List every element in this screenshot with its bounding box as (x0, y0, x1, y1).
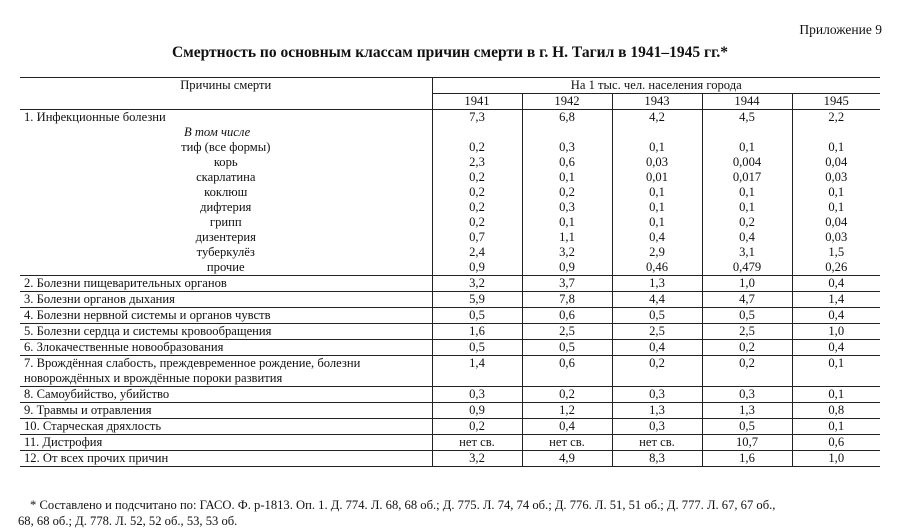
table-row (20, 125, 880, 140)
rate-cell: 0,1 (702, 140, 792, 155)
rate-cell: 3,2 (432, 451, 522, 467)
cause-label (20, 356, 432, 387)
subcause-label: прочие (206, 260, 245, 274)
source-footnote-continued: 68, 68 об.; Д. 778. Л. 52, 52 об., 53, 53 об. (18, 514, 238, 528)
rate-cell: 2,5 (612, 324, 702, 340)
rate-cell: 0,4 (612, 340, 702, 356)
rate-cell: 3,7 (522, 276, 612, 292)
subcause-label: дифтерия (200, 200, 252, 214)
rate-cell: 0,4 (522, 419, 612, 435)
rate-cell: 10,7 (702, 435, 792, 451)
rate-cell: 0,5 (522, 340, 612, 356)
rate-cell: 2,4 (432, 245, 522, 260)
table-row (20, 230, 880, 245)
rate-cell: 0,2 (702, 356, 792, 387)
table-row (20, 185, 880, 200)
cause-label (20, 170, 432, 185)
rate-cell: 0,9 (522, 260, 612, 276)
rate-cell: 0,1 (792, 140, 880, 155)
rate-cell: 0,6 (522, 308, 612, 324)
rate-cell: 2,9 (612, 245, 702, 260)
rate-cell: 0,4 (612, 230, 702, 245)
year-header: 1944 (702, 94, 792, 110)
rate-cell: 0,4 (792, 340, 880, 356)
rate-cell: 2,5 (702, 324, 792, 340)
rate-cell: 0,3 (612, 419, 702, 435)
rate-cell: 4,7 (702, 292, 792, 308)
rate-cell: 0,3 (522, 140, 612, 155)
rate-cell: 0,5 (702, 419, 792, 435)
rate-cell: 1,3 (702, 403, 792, 419)
cause-label (20, 140, 432, 155)
rate-cell: 0,1 (702, 200, 792, 215)
table-row (20, 260, 880, 276)
rate-cell: 0,6 (792, 435, 880, 451)
rate-cell: 1,5 (792, 245, 880, 260)
rate-cell: 0,1 (792, 387, 880, 403)
rate-cell: 0,004 (702, 155, 792, 170)
cause-label (20, 110, 432, 126)
rate-cell: нет св. (522, 435, 612, 451)
rate-cell: 3,1 (702, 245, 792, 260)
rate-cell: 3,2 (522, 245, 612, 260)
subcause-label: грипп (209, 215, 242, 229)
rate-cell: 0,1 (522, 215, 612, 230)
rate-cell: 0,6 (522, 356, 612, 387)
cause-text: 6. Злокачественные новообразования (24, 340, 224, 354)
rate-cell: 1,3 (612, 276, 702, 292)
cause-label (20, 276, 432, 292)
rate-cell: 1,1 (522, 230, 612, 245)
cause-label (20, 215, 432, 230)
rate-cell: 1,6 (432, 324, 522, 340)
rate-cell: 1,0 (702, 276, 792, 292)
rate-cell: 0,1 (792, 185, 880, 200)
table-row (20, 387, 880, 403)
cause-label (20, 200, 432, 215)
table-row (20, 155, 880, 170)
cause-text: 10. Старческая дряхлость (24, 419, 162, 433)
rate-cell: 4,5 (702, 110, 792, 126)
rate-cell: 0,2 (432, 170, 522, 185)
year-header: 1945 (792, 94, 880, 110)
rate-cell (522, 125, 612, 140)
rate-cell: 0,8 (792, 403, 880, 419)
table-row (20, 324, 880, 340)
cause-text: 3. Болезни органов дыхания (24, 292, 175, 306)
source-footnote: * Составлено и подсчитано по: ГАСО. Ф. р-1813. Оп. 1. Д. 774. Л. 68, 68 об.; Д. 775. Л. 74, 74 об.; Д. 776. Л. 51, 51 об.; Д. 777. Л. 67, 67 об., (30, 498, 776, 512)
rate-cell: 0,1 (612, 200, 702, 215)
rate-cell: 0,2 (432, 140, 522, 155)
rate-cell: 1,4 (792, 292, 880, 308)
table-row (20, 356, 880, 387)
table-row (20, 435, 880, 451)
rate-cell: 4,2 (612, 110, 702, 126)
rate-cell: 0,2 (522, 387, 612, 403)
rate-cell: 0,4 (792, 276, 880, 292)
rate-cell (792, 125, 880, 140)
rate-cell: 0,5 (702, 308, 792, 324)
rate-cell: нет св. (432, 435, 522, 451)
rate-cell: 0,5 (612, 308, 702, 324)
subcause-label: дизентерия (195, 230, 256, 244)
rate-cell: 0,1 (702, 185, 792, 200)
rate-cell: 0,9 (432, 403, 522, 419)
table-row (20, 340, 880, 356)
cause-text: 1. Инфекционные болезни (24, 110, 166, 124)
cause-label (20, 387, 432, 403)
rate-cell: 0,46 (612, 260, 702, 276)
rate-cell: 0,3 (432, 387, 522, 403)
rate-cell: 1,6 (702, 451, 792, 467)
rate-cell: 0,1 (612, 215, 702, 230)
cause-label (20, 419, 432, 435)
cause-label (20, 435, 432, 451)
rate-cell: 0,26 (792, 260, 880, 276)
rate-cell: 5,9 (432, 292, 522, 308)
rate-cell (612, 125, 702, 140)
cause-label (20, 451, 432, 467)
rate-cell: 1,2 (522, 403, 612, 419)
table-row (20, 110, 880, 126)
cause-column-header: Причины смерти (20, 78, 432, 110)
rate-cell: 0,1 (792, 419, 880, 435)
rate-cell: 0,9 (432, 260, 522, 276)
year-header: 1943 (612, 94, 702, 110)
table-row (20, 419, 880, 435)
table-row (20, 276, 880, 292)
rate-cell: 1,4 (432, 356, 522, 387)
rate-cell: 1,3 (612, 403, 702, 419)
rate-cell: 7,8 (522, 292, 612, 308)
rate-cell: 1,0 (792, 324, 880, 340)
cause-text: 5. Болезни сердца и системы кровообращения (24, 324, 272, 338)
rate-cell: 2,3 (432, 155, 522, 170)
subcause-label: коклюш (204, 185, 248, 199)
rate-cell: 0,04 (792, 155, 880, 170)
rate-cell: 0,3 (702, 387, 792, 403)
table-row (20, 403, 880, 419)
cause-label (20, 340, 432, 356)
rate-cell: 0,5 (432, 340, 522, 356)
table-row (20, 200, 880, 215)
subcause-label: тиф (все формы) (181, 140, 271, 154)
cause-text: 11. Дистрофия (24, 435, 103, 449)
cause-label (20, 155, 432, 170)
rate-cell: 0,3 (522, 200, 612, 215)
rate-cell: 6,8 (522, 110, 612, 126)
cause-label (20, 260, 432, 276)
cause-text: 8. Самоубийство, убийство (24, 387, 170, 401)
cause-text: 2. Болезни пищеварительных органов (24, 276, 227, 290)
cause-text: 9. Травмы и отравления (24, 403, 152, 417)
cause-label (20, 308, 432, 324)
rate-cell: 0,1 (612, 140, 702, 155)
rate-cell: 0,2 (702, 215, 792, 230)
rate-cell: 0,479 (702, 260, 792, 276)
rate-cell: 0,1 (792, 356, 880, 387)
rate-cell: 0,5 (432, 308, 522, 324)
rate-cell: 0,2 (432, 200, 522, 215)
rate-cell: 0,01 (612, 170, 702, 185)
year-header: 1941 (432, 94, 522, 110)
rate-cell: 0,2 (612, 356, 702, 387)
rate-cell: 0,2 (522, 185, 612, 200)
table-row (20, 140, 880, 155)
subcause-label: скарлатина (196, 170, 256, 184)
year-header: 1942 (522, 94, 612, 110)
rate-cell: 0,017 (702, 170, 792, 185)
cause-text: 12. От всех прочих причин (24, 451, 169, 465)
cause-label (20, 245, 432, 260)
rate-cell: 0,2 (432, 419, 522, 435)
subcause-label: туберкулёз (196, 245, 255, 259)
rate-cell: 0,7 (432, 230, 522, 245)
rate-cell: 0,04 (792, 215, 880, 230)
rate-cell: 0,1 (792, 200, 880, 215)
cause-text: 7. Врождённая слабость, преждевременное рождение, болезни новорождённых и врождённые пороки развития (24, 356, 361, 385)
rate-cell: 4,4 (612, 292, 702, 308)
table-title: Смертность по основным классам причин смерти в г. Н. Тагил в 1941–1945 гг.* (171, 44, 728, 61)
rate-cell: 0,03 (792, 170, 880, 185)
rate-cell: нет св. (612, 435, 702, 451)
rate-cell (432, 125, 522, 140)
table-row (20, 170, 880, 185)
cause-label (20, 292, 432, 308)
cause-label (20, 125, 432, 140)
rate-cell: 0,4 (792, 308, 880, 324)
rate-group-header: На 1 тыс. чел. населения города (432, 78, 880, 94)
rate-cell: 2,2 (792, 110, 880, 126)
table-row (20, 308, 880, 324)
appendix-label: Приложение 9 (799, 22, 882, 37)
table-row (20, 451, 880, 467)
rate-cell: 1,0 (792, 451, 880, 467)
cause-label (20, 403, 432, 419)
table-row (20, 215, 880, 230)
cause-text: 4. Болезни нервной системы и органов чувств (24, 308, 271, 322)
rate-cell: 0,03 (612, 155, 702, 170)
table-row (20, 292, 880, 308)
cause-label (20, 185, 432, 200)
cause-label (20, 324, 432, 340)
rate-cell: 0,03 (792, 230, 880, 245)
rate-cell: 0,2 (432, 215, 522, 230)
table-row (20, 245, 880, 260)
rate-cell: 4,9 (522, 451, 612, 467)
subhead-label: В том числе (184, 125, 251, 139)
cause-label (20, 230, 432, 245)
rate-cell: 0,1 (612, 185, 702, 200)
rate-cell (702, 125, 792, 140)
rate-cell: 0,2 (702, 340, 792, 356)
rate-cell: 0,6 (522, 155, 612, 170)
rate-cell: 0,4 (702, 230, 792, 245)
rate-cell: 2,5 (522, 324, 612, 340)
subcause-label: корь (213, 155, 238, 169)
rate-cell: 3,2 (432, 276, 522, 292)
mortality-table (20, 77, 880, 467)
rate-cell: 8,3 (612, 451, 702, 467)
rate-cell: 7,3 (432, 110, 522, 126)
rate-cell: 0,1 (522, 170, 612, 185)
rate-cell: 0,2 (432, 185, 522, 200)
rate-cell: 0,3 (612, 387, 702, 403)
